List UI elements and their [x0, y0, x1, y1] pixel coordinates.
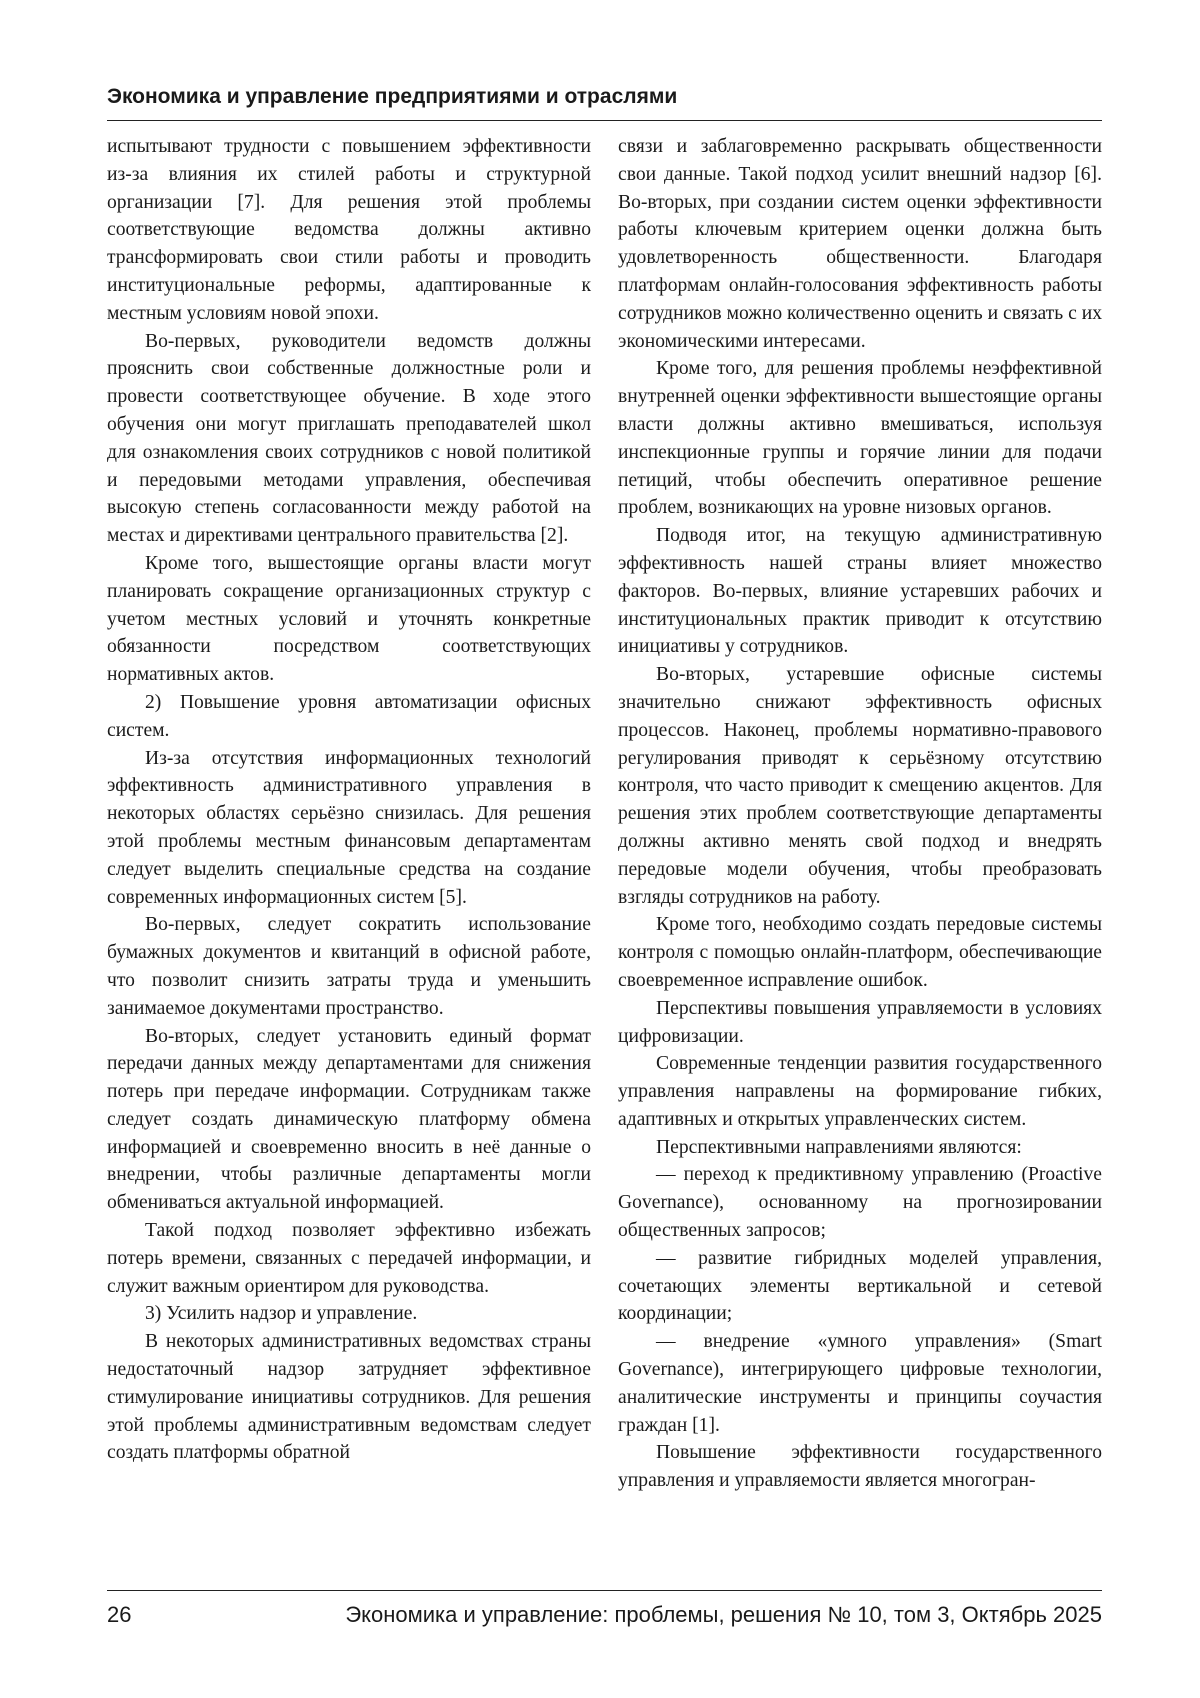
- paragraph: Современные тенденции развития государственного управления направлены на формирование гибких, адаптивных и открытых управленческих систем.: [618, 1053, 1102, 1130]
- paragraph: Из-за отсутствия информационных технологий эффективность административного управления в некоторых областях серьёзно снизилась. Для решения этой проблемы местным финансовым департаментам следует выделить специальные средства на создание современных информационных систем [5].: [107, 747, 591, 908]
- right-column: [618, 133, 1102, 1495]
- paragraph: 3) Усилить надзор и управление.: [145, 1303, 418, 1325]
- paragraph: связи и заблаговременно раскрывать общественности свои данные. Такой подход усилит внешний надзор [6]. Во-вторых, при создании систем оценки эффективности работы ключевым критерием оценки должна быть удовлетворенность общественности. Благодаря платформам онлайн-голосования эффективность работы сотрудников можно количественно оценить и связать с их экономическими интересами.: [618, 136, 1102, 352]
- paragraph: В некоторых административных ведомствах страны недостаточный надзор затрудняет эффективное стимулирование инициативы сотрудников. Для решения этой проблемы административным ведомствам следует создать платформы обратной: [107, 1331, 591, 1464]
- list-item: — переход к предиктивному управлению (Proactive Governance), основанному на прогнозировании общественных запросов;: [618, 1164, 1102, 1242]
- left-column: [107, 133, 591, 1467]
- paragraph: 2) Повышение уровня автоматизации офисных систем.: [107, 691, 591, 741]
- journal-citation: Экономика и управление: проблемы, решения № 10, том 3, Октябрь 2025: [345, 1602, 1102, 1627]
- paragraph: Кроме того, вышестоящие органы власти могут планировать сокращение организационных структур с учетом местных условий и уточнять конкретные обязанности посредством соответствующих нормативных актов.: [107, 552, 591, 686]
- paragraph: Подводя итог, на текущую административную эффективность нашей страны влияет множество факторов. Во-первых, влияние устаревших рабочих и институциональных практик приводит к отсутствию инициативы у сотрудников.: [618, 525, 1102, 658]
- paragraph: Во-первых, руководители ведомств должны прояснить свои собственные должностные роли и провести соответствующее обучение. В ходе этого обучения они могут приглашать преподавателей школ для ознакомления своих сотрудников с новой политикой и передовыми методами управления, обеспечивая высокую степень согласованности между работой на местах и директивами центрального правительства [2].: [107, 330, 591, 547]
- paragraph: испытывают трудности с повышением эффективности из-за влияния их стилей работы и структурной организации [7]. Для решения этой проблемы соответствующие ведомства должны активно трансформировать свои стили работы и проводить институциональные реформы, адаптированные к местным условиям новой эпохи.: [107, 136, 591, 324]
- paragraph: Перспективы повышения управляемости в условиях цифровизации.: [618, 997, 1102, 1047]
- list-item: — внедрение «умного управления» (Smart Governance), интегрирующего цифровые технологии, аналитические инструменты и принципы соучастия граждан [1].: [618, 1331, 1102, 1436]
- paragraph: Во-вторых, устаревшие офисные системы значительно снижают эффективность офисных процессов. Наконец, проблемы нормативно-правового регулирования приводят к серьёзному отсутствию контроля, что часто приводит к смещению акцентов. Для решения этих проблем соответствующие департаменты должны активно менять свой подход и внедрять передовые модели обучения, чтобы преобразовать взгляды сотрудников на работу.: [618, 664, 1102, 908]
- header-rule: [107, 120, 1102, 121]
- running-header-title: Экономика и управление предприятиями и отраслями: [107, 85, 678, 108]
- paragraph: Кроме того, необходимо создать передовые системы контроля с помощью онлайн-платформ, обеспечивающие своевременное исправление ошибок.: [618, 914, 1102, 991]
- list-item: — развитие гибридных моделей управления, сочетающих элементы вертикальной и сетевой координации;: [618, 1247, 1102, 1325]
- paragraph: Кроме того, для решения проблемы неэффективной внутренней оценки эффективности вышестоящие органы власти должны активно вмешиваться, используя инспекционные группы и горячие линии для подачи петиций, чтобы обеспечить оперативное решение проблем, возникающих на уровне низовых органов.: [618, 358, 1102, 519]
- paragraph: Во-первых, следует сократить использование бумажных документов и квитанций в офисной работе, что позволит снизить затраты труда и уменьшить занимаемое документами пространство.: [107, 914, 591, 1019]
- paragraph: Повышение эффективности государственного управления и управляемости является многогран-: [618, 1442, 1102, 1492]
- paragraph: Такой подход позволяет эффективно избежать потерь времени, связанных с передачей информации, и служит важным ориентиром для руководства.: [107, 1220, 591, 1297]
- paragraph: Перспективными направлениями являются:: [656, 1136, 1022, 1158]
- page-number: 26: [107, 1602, 132, 1627]
- paragraph: Во-вторых, следует установить единый формат передачи данных между департаментами для снижения потерь при передаче информации. Сотрудникам также следует создать динамическую платформу обмена информацией и своевременно вносить в неё данные о внедрении, чтобы различные департаменты могли обмениваться актуальной информацией.: [107, 1025, 591, 1214]
- footer-rule: [107, 1590, 1102, 1591]
